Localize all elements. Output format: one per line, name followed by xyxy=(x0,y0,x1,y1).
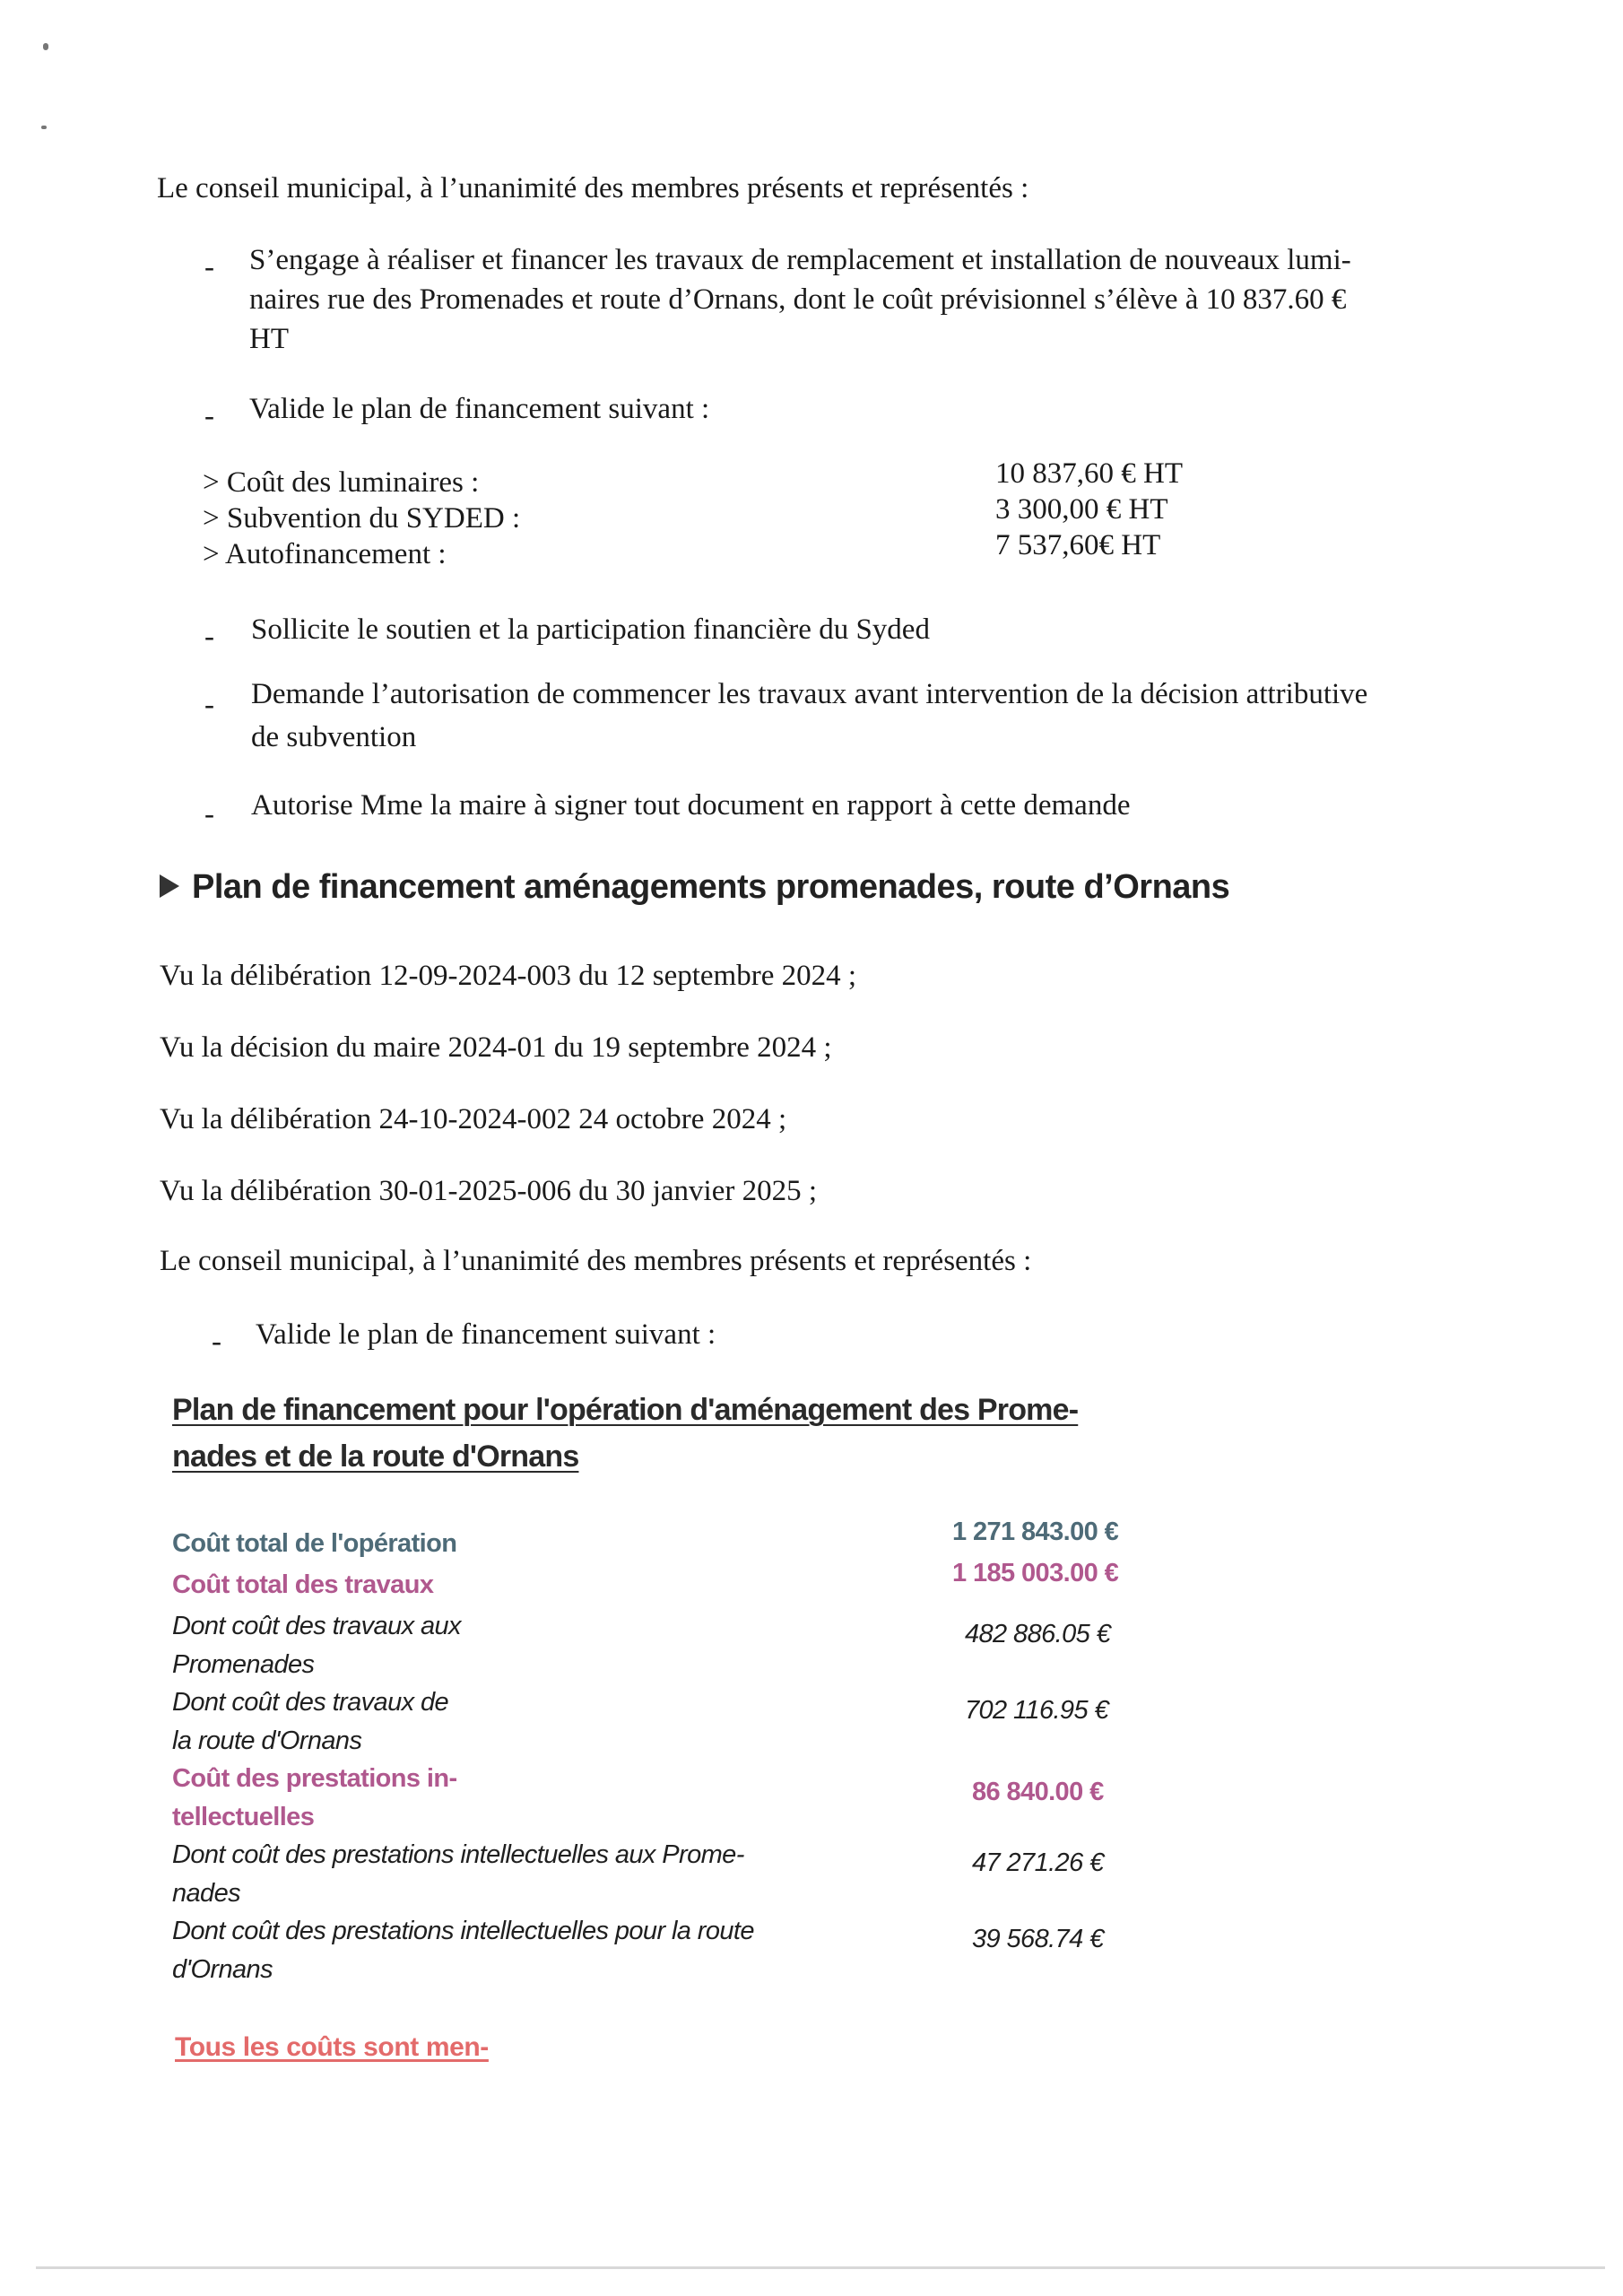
consideration-item: Vu la décision du maire 2024-01 du 19 septembre 2024 ; xyxy=(160,1031,832,1064)
financing-label: > Autofinancement : xyxy=(203,538,447,570)
bullet-dash: - xyxy=(204,798,214,831)
row-label xyxy=(172,1912,754,1989)
financing-value: 10 837,60 € HT xyxy=(995,457,1183,490)
row-label-line: Dont coût des travaux de xyxy=(172,1688,449,1717)
row-value: 47 271.26 € xyxy=(972,1848,1104,1877)
scan-edge-line xyxy=(36,2266,1605,2269)
section-heading-text: Plan de financement aménagements promenades, route d’Ornans xyxy=(192,868,1230,906)
section-heading xyxy=(160,868,1229,907)
financing-value: 3 300,00 € HT xyxy=(995,493,1168,526)
consideration-item: Vu la délibération 12-09-2024-003 du 12 septembre 2024 ; xyxy=(160,960,857,992)
consideration-item: Vu la délibération 30-01-2025-006 du 30 janvier 2025 ; xyxy=(160,1175,818,1207)
decision-authorization-line-2: de subvention xyxy=(251,721,417,753)
row-label xyxy=(172,1836,744,1913)
row-value: 482 886.05 € xyxy=(965,1620,1111,1648)
council-intro-1: Le conseil municipal, à l’unanimité des membres présents et représentés : xyxy=(157,172,1029,204)
decision-authorization-line-1: Demande l’autorisation de commencer les travaux avant intervention de la décision attributive xyxy=(251,678,1368,710)
financing-value: 7 537,60€ HT xyxy=(995,529,1161,561)
row-value: 39 568.74 € xyxy=(972,1925,1104,1953)
row-value: 702 116.95 € xyxy=(965,1696,1108,1725)
row-value: 86 840.00 € xyxy=(972,1778,1104,1806)
bullet-dash: - xyxy=(204,621,214,653)
row-label-line: la route d'Ornans xyxy=(172,1726,362,1755)
row-value: 1 185 003.00 € xyxy=(952,1559,1119,1587)
decision-commit-line-3: HT xyxy=(249,323,289,355)
row-label: Coût total de l'opération xyxy=(172,1529,457,1558)
financing-label: > Subvention du SYDED : xyxy=(203,502,521,535)
row-label-line: Promenades xyxy=(172,1650,315,1679)
decision-validate-plan-2: Valide le plan de financement suivant : xyxy=(256,1318,716,1351)
footer-note: Tous les coûts sont men- xyxy=(175,2032,489,2062)
bullet-dash: - xyxy=(204,689,214,721)
plan-title-line-1: Plan de financement pour l'opération d'aménagement des Prome- xyxy=(172,1393,1079,1427)
row-label-line: nades xyxy=(172,1879,241,1908)
row-label-line: Dont coût des travaux aux xyxy=(172,1612,461,1640)
decision-commit-line-1: S’engage à réaliser et financer les travaux de remplacement et installation de nouveaux lumi- xyxy=(249,244,1351,276)
row-label-line: Dont coût des prestations intellectuelles aux Prome- xyxy=(172,1840,744,1869)
row-label-line: Coût des prestations in- xyxy=(172,1764,457,1793)
consideration-item: Vu la délibération 24-10-2024-002 24 octobre 2024 ; xyxy=(160,1103,787,1135)
row-label: Coût total des travaux xyxy=(172,1570,434,1599)
plan-title xyxy=(172,1387,1078,1480)
financing-label: > Coût des luminaires : xyxy=(203,466,480,499)
scan-mark xyxy=(41,126,47,129)
decision-commit-line-2: naires rue des Promenades et route d’Ornans, dont le coût prévisionnel s’élève à 10 837.60 € xyxy=(249,283,1347,316)
row-label xyxy=(172,1760,457,1837)
row-label-line: tellectuelles xyxy=(172,1803,315,1831)
decision-request-support: Sollicite le soutien et la participation financière du Syded xyxy=(251,613,930,646)
council-intro-2: Le conseil municipal, à l’unanimité des membres présents et représentés : xyxy=(160,1245,1032,1277)
bullet-dash: - xyxy=(204,400,214,432)
bullet-dash: - xyxy=(204,251,214,283)
decision-authorize-mayor: Autorise Mme la maire à signer tout document en rapport à cette demande xyxy=(251,789,1131,822)
bullet-dash: - xyxy=(212,1326,221,1358)
row-label xyxy=(172,1683,448,1761)
arrow-right-icon xyxy=(160,874,179,898)
decision-validate-plan: Valide le plan de financement suivant : xyxy=(249,393,710,425)
row-label-line: d'Ornans xyxy=(172,1955,273,1984)
row-label-line: Dont coût des prestations intellectuelles pour la route xyxy=(172,1917,754,1945)
scan-mark xyxy=(43,43,48,50)
plan-title-line-2: nades et de la route d'Ornans xyxy=(172,1439,579,1474)
row-value: 1 271 843.00 € xyxy=(952,1518,1119,1546)
row-label xyxy=(172,1607,461,1684)
